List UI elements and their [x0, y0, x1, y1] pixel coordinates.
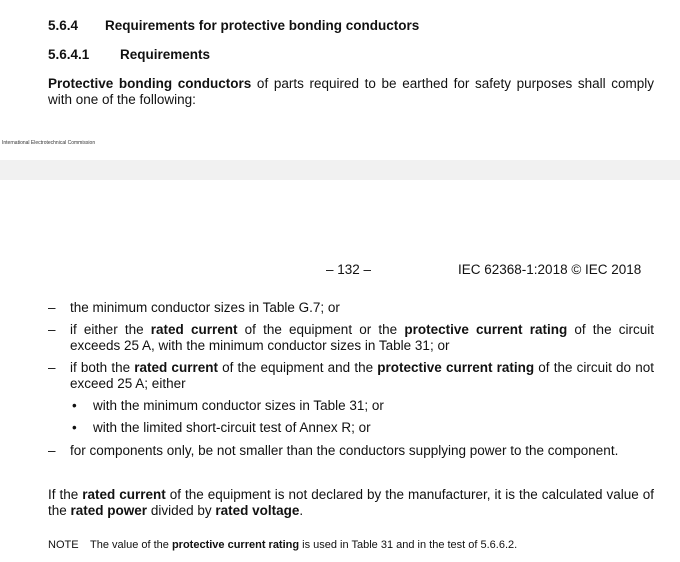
sub-list-item: with the minimum conductor sizes in Table 31; or — [93, 398, 384, 413]
dash-marker: – — [48, 360, 56, 375]
dash-marker: – — [48, 443, 56, 458]
section-number: 5.6.4 — [48, 18, 79, 33]
note-label: NOTE — [48, 539, 79, 551]
list-text: of the equipment and the — [217, 360, 378, 375]
sub-list-item: with the limited short-circuit test of Annex R; or — [93, 420, 371, 435]
note-text — [90, 539, 650, 551]
note-text-part: The value of the — [90, 539, 172, 551]
subsection-title: Requirements — [120, 47, 211, 62]
section-title: Requirements for protective bonding conductors — [105, 18, 420, 33]
subsection-number: 5.6.4.1 — [48, 47, 90, 62]
term-rated-current: rated current — [150, 322, 238, 337]
para-text: . — [299, 503, 304, 518]
term-protective-current-rating: protective current rating — [377, 360, 535, 375]
bullet-marker: • — [72, 420, 77, 435]
note-text-part: is used in Table 31 and in the test of 5.6.6.2. — [299, 539, 518, 551]
standard-reference: IEC 62368-1:2018 © IEC 2018 — [458, 262, 642, 277]
intro-text: of parts required to be earthed for safety purposes shall comply with one of the following: — [48, 76, 654, 107]
para-text: If the — [48, 487, 83, 502]
list-text: if both the — [70, 360, 135, 375]
term-protective-current-rating: protective current rating — [404, 322, 568, 337]
footer-organization: International Electrotechnical Commission — [2, 140, 96, 146]
intro-paragraph — [48, 76, 654, 108]
term-protective-bonding-conductors: Protective bonding conductors — [48, 76, 252, 91]
page-break — [0, 160, 680, 180]
list-item — [70, 322, 654, 354]
list-text: of the circuit do not exceed 25 A; either — [70, 360, 654, 391]
list-item: for components only, be not smaller than the conductors supplying power to the component. — [70, 443, 619, 458]
para-text: divided by — [147, 503, 216, 518]
list-item: the minimum conductor sizes in Table G.7; or — [70, 300, 340, 315]
term-protective-current-rating: protective current rating — [171, 539, 300, 551]
list-item — [70, 360, 654, 392]
dash-marker: – — [48, 300, 56, 315]
bullet-marker: • — [72, 398, 77, 413]
para-text: of the equipment is not declared by the manufacturer, it is the calculated value of the — [48, 487, 654, 518]
term-rated-current: rated current — [82, 487, 166, 502]
list-text: if either the — [70, 322, 151, 337]
page-number: – 132 – — [326, 262, 372, 277]
term-rated-voltage: rated voltage — [215, 503, 300, 518]
dash-marker: – — [48, 322, 56, 337]
rated-current-paragraph — [48, 487, 654, 519]
term-rated-power: rated power — [70, 503, 148, 518]
term-rated-current: rated current — [134, 360, 218, 375]
list-text: of the equipment or the — [237, 322, 405, 337]
list-text: of the circuit exceeds 25 A, with the minimum conductor sizes in Table 31; or — [70, 322, 654, 353]
